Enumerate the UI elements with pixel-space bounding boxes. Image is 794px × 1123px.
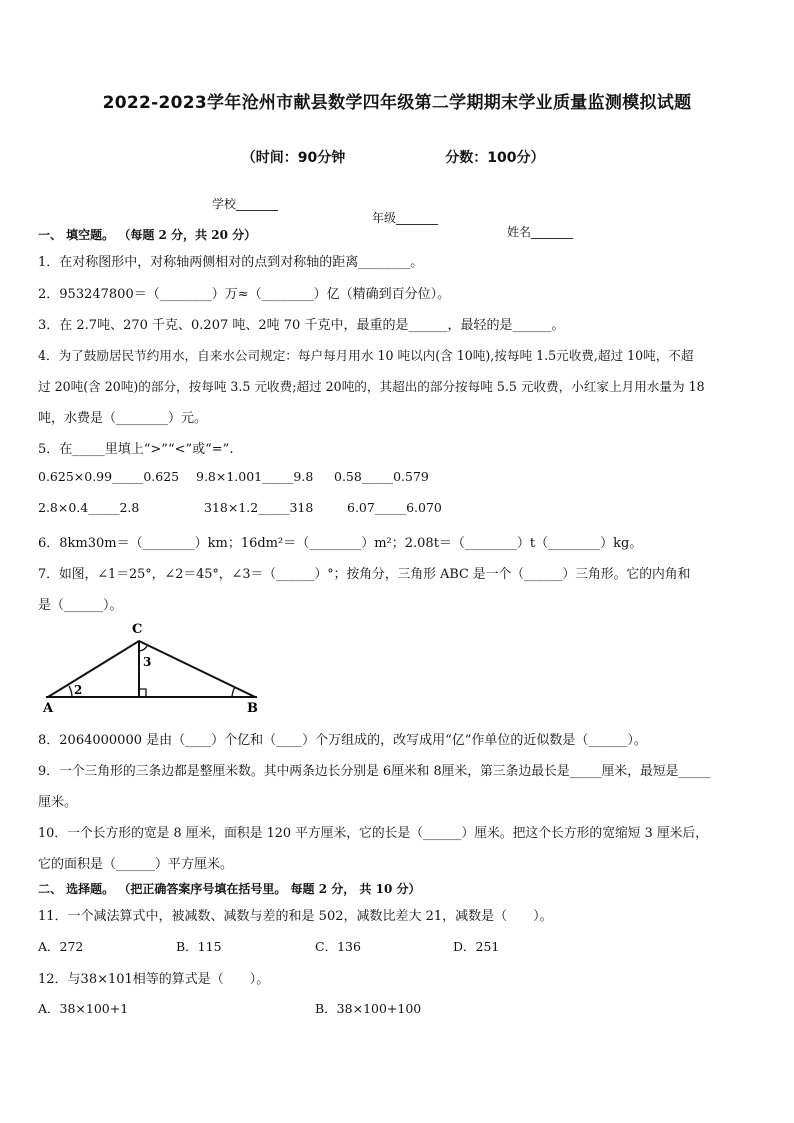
option-c[interactable]: C．136 xyxy=(315,939,361,954)
option-b[interactable]: B．38×100+100 xyxy=(315,1001,422,1016)
question-9-line-1: 9．一个三角形的三条边都是整厘米数。其中两条边长分别是 6厘米和 8厘米，第三条边最长是_____厘米，最短是_____ xyxy=(38,764,711,779)
option-d[interactable]: D．251 xyxy=(453,939,500,954)
section-2-heading: 二、 选择题。 （把正确答案序号填在括号里。 每题 2 分， 共 10 分） xyxy=(38,882,421,896)
option-b[interactable]: B．115 xyxy=(176,939,222,954)
vertex-c-label: C xyxy=(132,622,143,637)
question-1: 1．在对称图形中，对称轴两侧相对的点到对称轴的距离________。 xyxy=(38,255,424,270)
question-12: 12．与38×101相等的算式是（ ）。 xyxy=(38,972,270,987)
question-10-line-1: 10．一个长方形的宽是 8 厘米，面积是 120 平方厘米，它的长是（______）厘米。把这个长方形的宽缩短 3 厘米后， xyxy=(38,826,709,841)
triangle-figure xyxy=(36,620,276,716)
name-field[interactable]: 姓名_______ xyxy=(507,225,574,239)
school-field[interactable]: 学校_______ xyxy=(212,197,279,211)
compare-item: 2.8×0.4_____2.8 xyxy=(38,500,140,515)
section-1-heading: 一、 填空题。 （每题 2 分，共 20 分） xyxy=(38,228,257,242)
question-4-line-2: 过 20吨(含 20吨)的部分，按每吨 3.5 元收费;超过 20吨的，其超出的部分按每吨 5.5 元收费，小红家上月用水量为 18 xyxy=(38,379,705,394)
option-a[interactable]: A．272 xyxy=(38,939,84,954)
question-5: 5．在_____里填上“>”“<”或“=”. xyxy=(38,442,234,457)
grade-field[interactable]: 年级_______ xyxy=(372,211,439,225)
angle-2-label: 2 xyxy=(74,683,83,697)
compare-item: 6.07_____6.070 xyxy=(347,500,442,515)
time-limit: （时间：90分钟 xyxy=(241,150,346,166)
total-score: 分数：100分） xyxy=(445,150,545,166)
vertex-b-label: B xyxy=(247,701,258,716)
question-7-line-2: 是（______）。 xyxy=(38,598,123,613)
compare-item: 0.625×0.99_____0.625 xyxy=(38,469,180,484)
option-a[interactable]: A．38×100+1 xyxy=(38,1001,129,1016)
question-6: 6．8km30m＝（________）km；16dm²＝（________）m²；2.08t＝（________）t（________）kg。 xyxy=(38,536,643,551)
compare-item: 318×1.2_____318 xyxy=(204,500,314,515)
compare-item: 0.58_____0.579 xyxy=(334,469,429,484)
question-7-line-1: 7．如图，∠1＝25°，∠2＝45°，∠3＝（______）°；按角分，三角形 ABC 是一个（______）三角形。它的内角和 xyxy=(38,567,691,582)
question-8: 8．2064000000 是由（____）个亿和（____）个万组成的，改写成用“亿”作单位的近似数是（______）。 xyxy=(38,733,647,748)
question-2: 2．953247800＝（________）万≈（________）亿（精确到百分位）。 xyxy=(38,287,451,302)
vertex-a-label: A xyxy=(43,701,54,716)
exam-meta xyxy=(232,131,544,167)
question-11: 11．一个减法算式中，被减数、减数与差的和是 502，减数比差大 21，减数是（ ）。 xyxy=(38,909,553,924)
angle-3-label: 3 xyxy=(143,655,152,669)
question-4-line-1: 4．为了鼓励居民节约用水，自来水公司规定：每户每月用水 10 吨以内(含 10吨),按每吨 1.5元收费,超过 10吨，不超 xyxy=(38,348,694,363)
question-4-line-3: 吨，水费是（________）元。 xyxy=(38,411,208,426)
question-9-line-2: 厘米。 xyxy=(38,795,78,810)
compare-item: 9.8×1.001_____9.8 xyxy=(196,469,314,484)
page-title: 2022-2023学年沧州市献县数学四年级第二学期期末学业质量监测模拟试题 xyxy=(102,93,692,113)
question-3: 3．在 2.7吨、270 千克、0.207 吨、2吨 70 千克中，最重的是______，最轻的是______。 xyxy=(38,318,565,333)
question-10-line-2: 它的面积是（______）平方厘米。 xyxy=(38,857,234,872)
